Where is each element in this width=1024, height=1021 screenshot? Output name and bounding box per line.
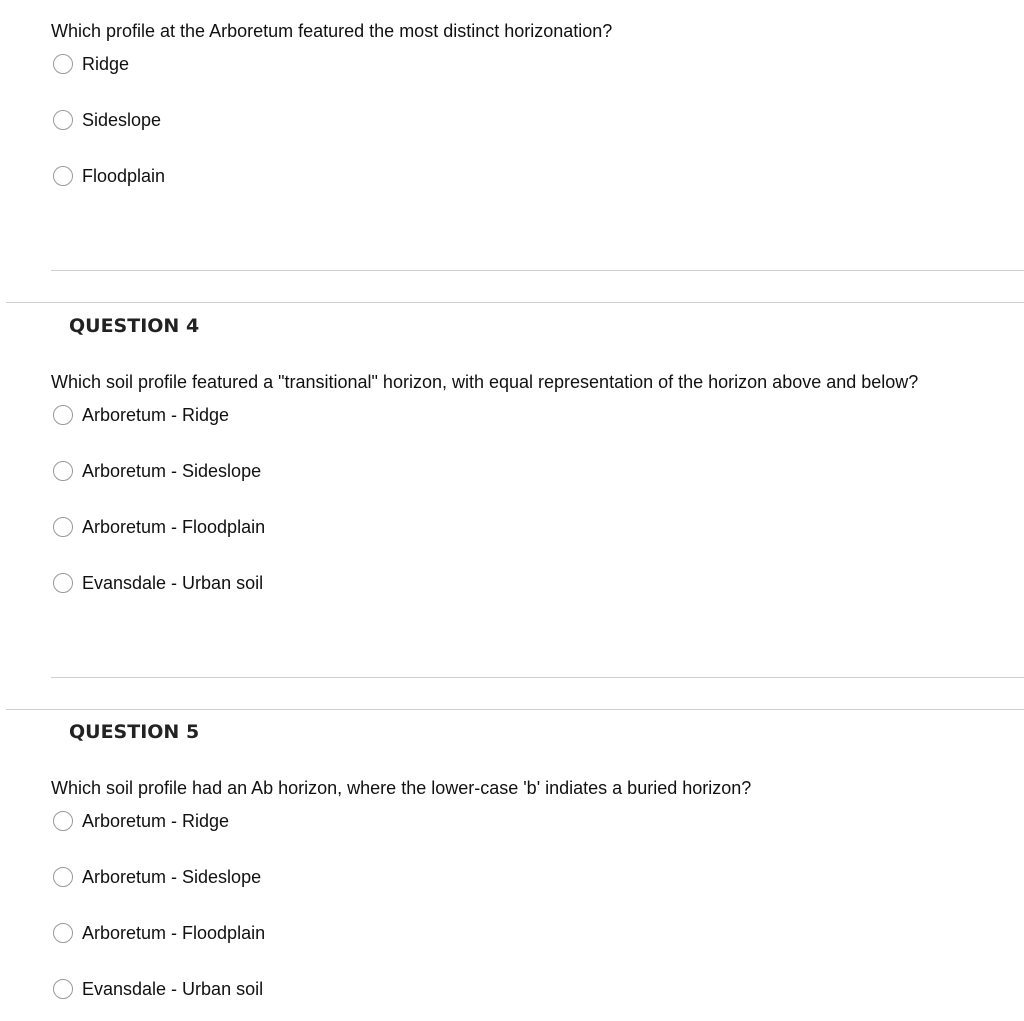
radio-button[interactable] bbox=[53, 811, 73, 831]
question-4-separator bbox=[6, 302, 1024, 303]
option-label: Evansdale - Urban soil bbox=[82, 573, 264, 593]
question-4-divider bbox=[51, 677, 1024, 678]
radio-button[interactable] bbox=[53, 517, 73, 537]
option-label: Sideslope bbox=[82, 110, 162, 130]
option-label: Arboretum - Floodplain bbox=[82, 517, 266, 537]
q5-option-arboretum-sideslope[interactable] bbox=[53, 865, 261, 889]
question-4-text: Which soil profile featured a "transitional" horizon, with equal representation of the horizon above and below? bbox=[51, 372, 919, 392]
q3-option-sideslope[interactable] bbox=[53, 108, 161, 132]
radio-button[interactable] bbox=[53, 867, 73, 887]
radio-button[interactable] bbox=[53, 166, 73, 186]
q5-option-arboretum-ridge[interactable] bbox=[53, 809, 229, 833]
question-5-heading: QUESTION 5 bbox=[69, 721, 200, 743]
q4-option-arboretum-floodplain[interactable] bbox=[53, 515, 265, 539]
q5-option-evansdale-urban-soil[interactable] bbox=[53, 977, 263, 1001]
radio-button[interactable] bbox=[53, 923, 73, 943]
option-label: Arboretum - Floodplain bbox=[82, 923, 266, 943]
question-4-heading: QUESTION 4 bbox=[69, 315, 200, 337]
radio-button[interactable] bbox=[53, 461, 73, 481]
q5-option-arboretum-floodplain[interactable] bbox=[53, 921, 265, 945]
option-label: Arboretum - Sideslope bbox=[82, 867, 262, 887]
question-3-text: Which profile at the Arboretum featured the most distinct horizonation? bbox=[51, 21, 613, 41]
option-label: Floodplain bbox=[82, 166, 166, 186]
question-3-divider bbox=[51, 270, 1024, 271]
q3-option-ridge[interactable] bbox=[53, 52, 129, 76]
radio-button[interactable] bbox=[53, 110, 73, 130]
question-5-text: Which soil profile had an Ab horizon, where the lower-case 'b' indiates a buried horizon? bbox=[51, 778, 752, 798]
q3-option-floodplain[interactable] bbox=[53, 164, 165, 188]
question-5-separator bbox=[6, 709, 1024, 710]
radio-button[interactable] bbox=[53, 573, 73, 593]
radio-button[interactable] bbox=[53, 54, 73, 74]
option-label: Ridge bbox=[82, 54, 130, 74]
q4-option-arboretum-sideslope[interactable] bbox=[53, 459, 261, 483]
option-label: Evansdale - Urban soil bbox=[82, 979, 264, 999]
radio-button[interactable] bbox=[53, 405, 73, 425]
radio-button[interactable] bbox=[53, 979, 73, 999]
option-label: Arboretum - Ridge bbox=[82, 811, 230, 831]
q4-option-arboretum-ridge[interactable] bbox=[53, 403, 229, 427]
q4-option-evansdale-urban-soil[interactable] bbox=[53, 571, 263, 595]
option-label: Arboretum - Ridge bbox=[82, 405, 230, 425]
option-label: Arboretum - Sideslope bbox=[82, 461, 262, 481]
